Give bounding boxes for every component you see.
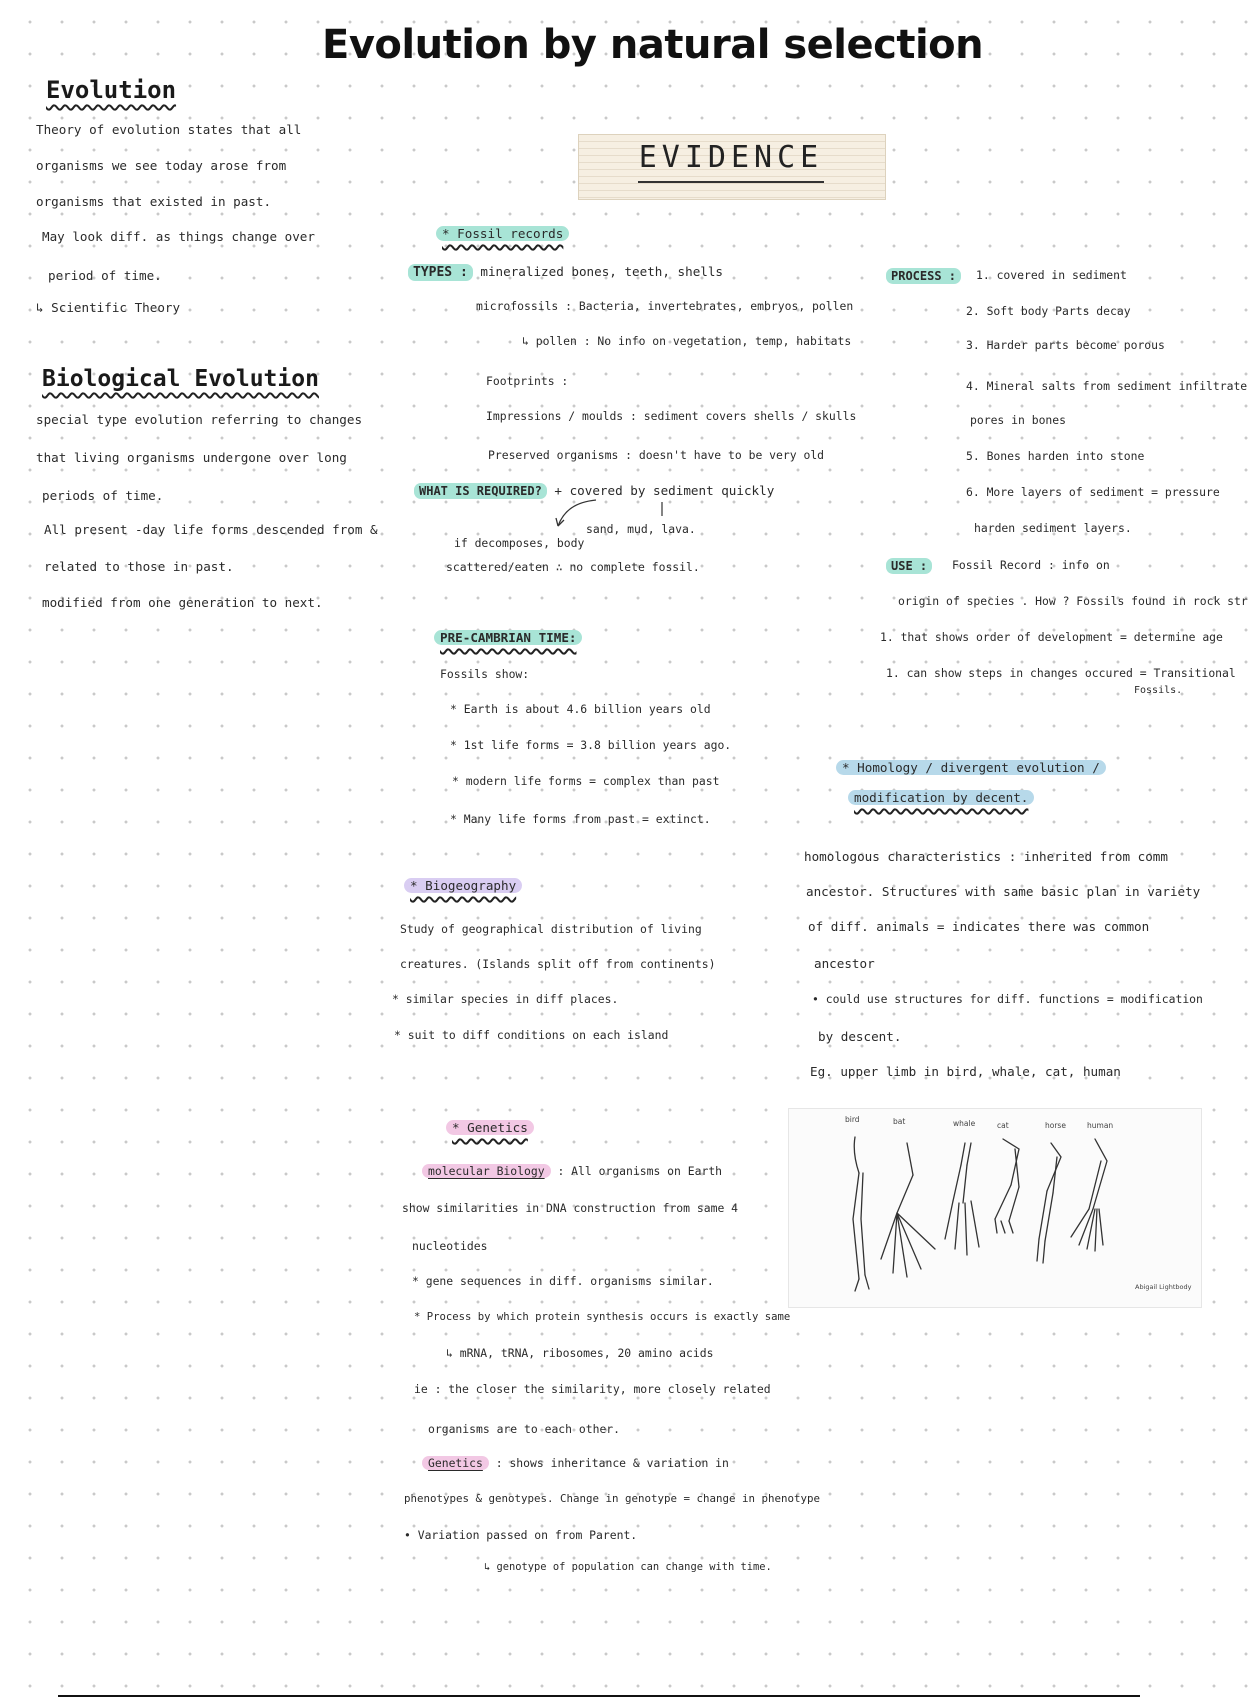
precambrian-bullet: * Many life forms from past = extinct. [450, 812, 711, 826]
precambrian-label: PRE-CAMBRIAN TIME: [434, 630, 582, 645]
genetics-line: ↳ genotype of population can change with time. [484, 1561, 772, 1573]
process-step: pores in bones [970, 413, 1067, 427]
genetics-heading [446, 1122, 534, 1135]
use-line: 1. that shows order of development = determine age [880, 630, 1223, 644]
homology-line: Eg. upper limb in bird, whale, cat, human [810, 1064, 1121, 1079]
diagram-credit: Abigail Lightbody [1135, 1283, 1192, 1291]
diagram-label-horse: horse [1045, 1121, 1066, 1130]
genetics-line: phenotypes & genotypes. Change in genotype = change in phenotype [404, 1492, 821, 1505]
biogeography-line: * similar species in diff places. [392, 992, 619, 1006]
genetics-line: • Variation passed on from Parent. [404, 1528, 638, 1542]
evolution-line: organisms we see today arose from [36, 158, 287, 173]
homology-line: ancestor. Structures with same basic plan in variety [806, 884, 1201, 899]
bird-limb-icon [853, 1137, 869, 1291]
decompose-line: scattered/eaten ∴ no complete fossil. [446, 560, 700, 574]
homology-heading-2 [848, 792, 1034, 805]
process-step: 4. Mineral salts from sediment infiltrate [966, 379, 1248, 393]
types-text: mineralized bones, teeth, shells [480, 264, 724, 279]
fossil-line: Impressions / moulds : sediment covers shells / skulls [486, 409, 857, 423]
diagram-label-human: human [1087, 1121, 1114, 1130]
use-line: origin of species . How ? Fossils found in rock str [898, 594, 1248, 608]
bat-limb-icon [881, 1143, 935, 1277]
fossil-line: microfossils : Bacteria, invertebrates, embryos, pollen [476, 299, 854, 313]
homology-heading-line-2: modification by decent. [848, 790, 1034, 805]
diagram-label-bat: bat [893, 1117, 906, 1126]
process-step: 1. covered in sediment [976, 268, 1127, 282]
use-tag-line [886, 560, 932, 572]
fossil-line: ↳ pollen : No info on vegetation, temp, habitats [522, 334, 852, 348]
use-line: 1. can show steps in changes occured = Transitional [886, 666, 1236, 680]
required-text: + covered by sediment quickly [554, 483, 775, 498]
genetics-line: * gene sequences in diff. organisms similar. [412, 1274, 714, 1288]
genetics-line: ↳ mRNA, tRNA, ribosomes, 20 amino acids [446, 1346, 714, 1360]
limb-bones-drawing [789, 1109, 1201, 1307]
fossil-records-label: * Fossil records [436, 226, 569, 241]
genetics-line: organisms are to each other. [428, 1422, 621, 1436]
fossil-types-line [408, 266, 723, 279]
precambrian-bullet: * modern life forms = complex than past [452, 774, 720, 788]
process-step: 3. Harder parts become porous [966, 338, 1165, 352]
homology-line: • could use structures for diff. functions = modification [812, 992, 1203, 1006]
evolution-line: Theory of evolution states that all [36, 122, 302, 137]
precambrian-bullet: * Earth is about 4.6 billion years old [450, 702, 711, 716]
biological-line: periods of time. [42, 488, 164, 503]
evolution-line: ↳ Scientific Theory [36, 300, 181, 315]
genetics-tag: Genetics [422, 1456, 489, 1470]
genetics-label: * Genetics [446, 1120, 534, 1135]
biogeography-line: * suit to diff conditions on each island [394, 1028, 669, 1042]
precambrian-heading [434, 632, 582, 645]
diagram-label-bird: bird [845, 1115, 860, 1124]
genetics-line: * Process by which protein synthesis occurs is exactly same [414, 1311, 791, 1323]
precambrian-bullet: * 1st life forms = 3.8 billion years ago. [450, 738, 732, 752]
bottom-rule [58, 1695, 1140, 1697]
genetics-definition-text: : shows inheritance & variation in [495, 1456, 729, 1470]
whale-limb-icon [945, 1143, 979, 1255]
genetics-line: show similarities in DNA construction from same 4 [402, 1201, 739, 1215]
biogeography-heading [404, 880, 522, 893]
diagram-label-whale: whale [953, 1119, 976, 1128]
precambrian-intro: Fossils show: [440, 667, 530, 681]
fossil-line: Footprints : [486, 374, 569, 388]
homology-heading [836, 762, 1106, 775]
process-step: 2. Soft body Parts decay [966, 304, 1131, 318]
homology-line: by descent. [818, 1029, 902, 1044]
homologous-limbs-diagram [788, 1108, 1202, 1308]
evolution-line: May look diff. as things change over [42, 229, 315, 244]
decompose-line: if decomposes, body [454, 536, 585, 550]
process-step: 6. More layers of sediment = pressure [966, 485, 1220, 499]
biogeography-label: * Biogeography [404, 878, 522, 893]
cat-limb-icon [995, 1139, 1019, 1233]
homology-heading-line-1: * Homology / divergent evolution / [836, 760, 1106, 775]
biological-line: special type evolution referring to changes [36, 412, 363, 427]
process-tag-line [886, 270, 961, 282]
use-line: Fossils. [1134, 685, 1183, 696]
homology-line: ancestor [814, 956, 875, 971]
page-title: Evolution by natural selection [322, 22, 984, 68]
biological-line: All present -day life forms descended from & [44, 522, 378, 537]
evidence-underline [638, 181, 824, 183]
homology-line: homologous characteristics : inherited from comm [804, 849, 1168, 864]
use-line: Fossil Record : info on [952, 558, 1110, 572]
diagram-label-cat: cat [997, 1121, 1009, 1130]
genetics-line: ie : the closer the similarity, more closely related [414, 1382, 771, 1396]
evolution-line: organisms that existed in past. [36, 194, 272, 209]
process-step: 5. Bones harden into stone [966, 449, 1145, 463]
molecular-biology-line [422, 1166, 722, 1177]
required-tag: WHAT IS REQUIRED? [414, 483, 547, 499]
fossil-line: Preserved organisms : doesn't have to be very old [488, 448, 825, 462]
biological-evolution-heading: Biological Evolution [42, 366, 319, 392]
biogeography-line: Study of geographical distribution of living [400, 922, 702, 936]
evolution-heading: Evolution [46, 76, 177, 104]
sand-mud-lava: sand, mud, lava. [586, 522, 696, 536]
biological-line: that living organisms undergone over long [36, 450, 347, 465]
human-limb-icon [1071, 1139, 1107, 1251]
process-tag: PROCESS : [886, 268, 961, 284]
genetics-definition-line [422, 1458, 729, 1469]
molecular-biology-tag: molecular Biology [422, 1164, 551, 1178]
process-step: harden sediment layers. [974, 521, 1132, 535]
biogeography-line: creatures. (Islands split off from continents) [400, 957, 716, 971]
genetics-line: nucleotides [412, 1239, 488, 1253]
evidence-banner-text: EVIDENCE [638, 140, 824, 175]
use-tag: USE : [886, 558, 932, 574]
horse-limb-icon [1037, 1143, 1061, 1263]
molecular-biology-text: : All organisms on Earth [557, 1164, 723, 1178]
evolution-line: period of time. [48, 268, 162, 283]
fossil-records-heading [436, 228, 569, 241]
types-tag: TYPES : [408, 264, 473, 281]
biological-line: modified from one generation to next. [42, 595, 323, 610]
biological-line: related to those in past. [44, 559, 234, 574]
homology-line: of diff. animals = indicates there was common [808, 919, 1150, 934]
